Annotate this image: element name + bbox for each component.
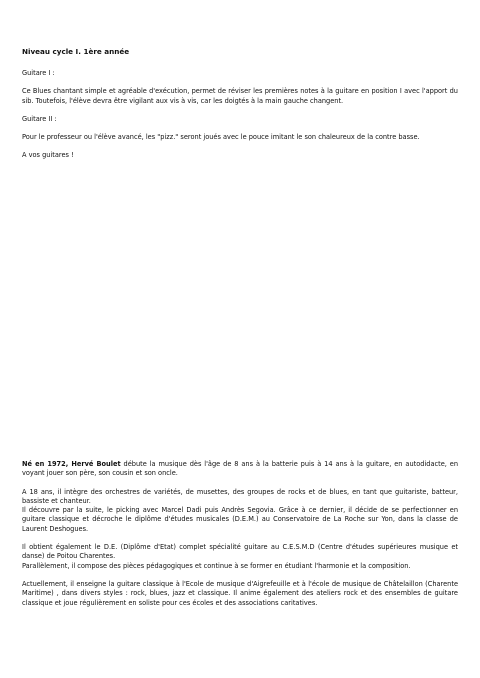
bio-paragraph-3a: Il obtient également le D.E. (Diplôme d'Etat) complet spécialité guitare au C.E.S.M.D (Centre d'études supérieures musique et danse) de Poitou Charentes. [22, 543, 458, 561]
bio-paragraph-1-rest: débute la musique dès l'âge de 8 ans à la batterie puis à 14 ans à la guitare, en autodidacte, en voyant jouer son père, son cousin et son oncle. [22, 460, 458, 478]
level-title: Niveau cycle I. 1ère année [22, 47, 130, 56]
bio-paragraph-2a: A 18 ans, il intègre des orchestres de variétés, de musettes, des groupes de rocks et de blues, en tant que guitariste, batteur, bassiste et chanteur. [22, 487, 458, 505]
bio-paragraph-2b: Il découvre par la suite, le picking avec Marcel Dadi puis Andrès Segovia. Grâce à ce dernier, il décide de se perfectionner en guitare classique et décroche le diplôme d'études musicales (D.E.M.) au Conservatoire de La Roche sur Yon, dans la classe de Laurent Deshogues. [22, 506, 458, 533]
bio-paragraph-4: Actuellement, il enseigne la guitare classique à l'Ecole de musique d'Aigrefeuille et à l'école de musique de Châtelaillon (Charente Maritime) , dans divers styles : rock, blues, jazz et classique. Il anime également des ateliers rock et des ensembles de guitare classique et joue régulièrement en soliste pour ces écoles et des associations caritatives. [22, 579, 458, 607]
bio-paragraph-3b: Parallèlement, il compose des pièces pédagogiques et continue à se former en étudiant l'harmonie et la composition. [22, 561, 411, 570]
bio-paragraph-1 [22, 460, 458, 479]
biography-section [22, 460, 458, 608]
guitar-1-text: Ce Blues chantant simple et agréable d'exécution, permet de réviser les premières notes à la guitare en position I avec l'apport du sib. Toutefois, l'élève devra être vigilant aux vis à vis, car les doigtés à la main gauche changent. [22, 87, 458, 105]
guitar-2-text: Pour le professeur ou l'élève avancé, les "pizz." seront joués avec le pouce imitant le son chaleureux de la contre basse. [22, 133, 420, 142]
bio-name-bold: Né en 1972, Hervé Boulet [22, 460, 121, 468]
guitar-2-label: Guitare II : [22, 114, 57, 123]
guitar-1-label: Guitare I : [22, 69, 55, 77]
closing-line: A vos guitares ! [22, 151, 74, 160]
description-section [22, 69, 458, 161]
